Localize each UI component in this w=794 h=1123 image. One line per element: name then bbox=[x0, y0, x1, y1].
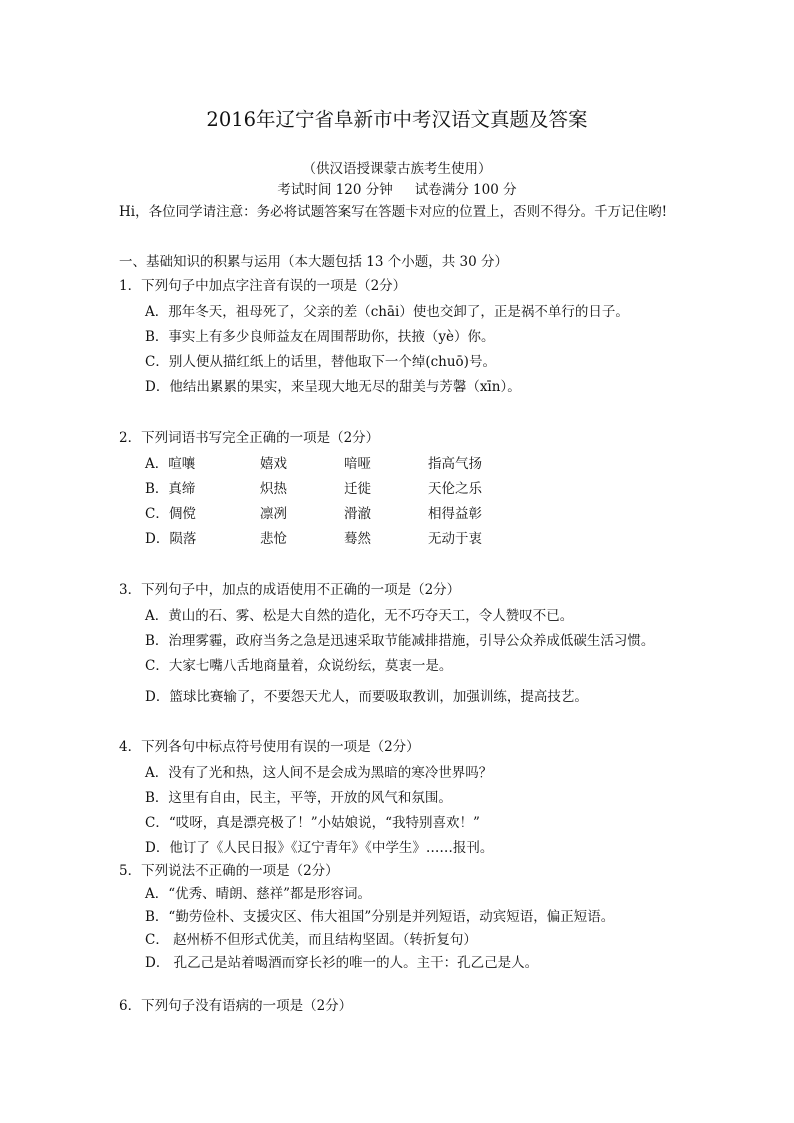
q2-d-word-2: 悲怆 bbox=[260, 531, 287, 547]
q2-c-word-1: C．倜傥 bbox=[145, 506, 196, 522]
q5-option-c: C． 赵州桥不但形式优美，而且结构坚固。（转折复句） bbox=[145, 932, 477, 948]
q4-option-d: D．他订了《人民日报》《辽宁青年》《中学生》……报刊。 bbox=[145, 840, 494, 856]
question-1-stem: 1．下列句子中加点字注音有误的一项是（2分） bbox=[119, 278, 407, 294]
page-title: 2016年辽宁省阜新市中考汉语文真题及答案 bbox=[206, 108, 588, 131]
q3-option-c: C．大家七嘴八舌地商量着，众说纷纭，莫衷一是。 bbox=[145, 658, 453, 674]
q2-c-word-2: 凛冽 bbox=[260, 506, 287, 522]
q2-a-word-4: 指高气扬 bbox=[428, 456, 482, 472]
q1-option-a: A．那年冬天，祖母死了，父亲的差（chāi）使也交卸了，正是祸不单行的日子。 bbox=[145, 304, 629, 320]
q2-a-word-2: 嬉戏 bbox=[260, 456, 287, 472]
q1-option-c: C．别人便从描红纸上的话里，替他取下一个绰(chuō)号。 bbox=[145, 354, 496, 370]
section-heading: 一、基础知识的积累与运用（本大题包括 13 个小题，共 30 分） bbox=[119, 254, 509, 270]
q4-option-c: C．“哎呀，真是漂亮极了！”小姑娘说，“我特别喜欢！” bbox=[145, 815, 480, 831]
exam-time: 考试时间 120 分钟 bbox=[277, 182, 393, 198]
q1-option-d: D．他结出累累的果实，来呈现大地无尽的甜美与芳馨（xīn）。 bbox=[145, 379, 521, 395]
q2-b-word-2: 炽热 bbox=[260, 481, 287, 497]
question-2-stem: 2．下列词语书写完全正确的一项是（2分） bbox=[119, 430, 380, 446]
q2-b-word-4: 天伦之乐 bbox=[428, 481, 482, 497]
notice: Hi，各位同学请注意：务必将试题答案写在答题卡对应的位置上，否则不得分。千万记住哟! bbox=[119, 204, 668, 220]
q5-option-d: D． 孔乙己是站着喝酒而穿长衫的唯一的人。主干：孔乙己是人。 bbox=[145, 955, 539, 971]
question-3-stem: 3．下列句子中，加点的成语使用不正确的一项是（2分） bbox=[119, 582, 461, 598]
question-6-stem: 6．下列句子没有语病的一项是（2分） bbox=[119, 998, 353, 1014]
q5-option-a: A．“优秀、晴朗、慈祥”都是形容词。 bbox=[145, 886, 372, 902]
q3-option-d: D．篮球比赛输了，不要怨天尤人，而要吸取教训，加强训练，提高技艺。 bbox=[145, 689, 588, 705]
q2-d-word-4: 无动于衷 bbox=[428, 531, 482, 547]
q1-option-b: B．事实上有多少良师益友在周围帮助你，扶掖（yè）你。 bbox=[145, 329, 495, 345]
q2-a-word-3: 喑哑 bbox=[344, 456, 371, 472]
q2-d-word-1: D．陨落 bbox=[145, 531, 197, 547]
q2-c-word-3: 滑澈 bbox=[344, 506, 371, 522]
q3-option-b: B．治理雾霾，政府当务之急是迅速采取节能减排措施，引导公众养成低碳生活习惯。 bbox=[145, 633, 655, 649]
q2-b-word-3: 迁徙 bbox=[344, 481, 371, 497]
question-5-stem: 5．下列说法不正确的一项是（2分） bbox=[119, 863, 339, 879]
exam-info bbox=[0, 184, 794, 198]
q2-b-word-1: B．真缔 bbox=[145, 481, 196, 497]
q2-c-word-4: 相得益彰 bbox=[428, 506, 482, 522]
q4-option-a: A．没有了光和热，这人间不是会成为黑暗的寒冷世界吗？ bbox=[145, 765, 493, 781]
q2-a-word-1: A．喧嚷 bbox=[145, 456, 196, 472]
q3-option-a: A．黄山的石、雾、松是大自然的造化，无不巧夺天工，令人赞叹不已。 bbox=[145, 608, 574, 624]
q5-option-b: B．“勤劳俭朴、支援灾区、伟大祖国”分别是并列短语，动宾短语，偏正短语。 bbox=[145, 909, 615, 925]
exam-score: 试卷满分 100 分 bbox=[414, 182, 517, 198]
q2-d-word-3: 蓦然 bbox=[344, 531, 371, 547]
question-4-stem: 4．下列各句中标点符号使用有误的一项是（2分） bbox=[119, 739, 420, 755]
q4-option-b: B．这里有自由，民主，平等，开放的风气和氛围。 bbox=[145, 790, 452, 806]
subtitle: （供汉语授课蒙古族考生使用） bbox=[302, 161, 492, 177]
